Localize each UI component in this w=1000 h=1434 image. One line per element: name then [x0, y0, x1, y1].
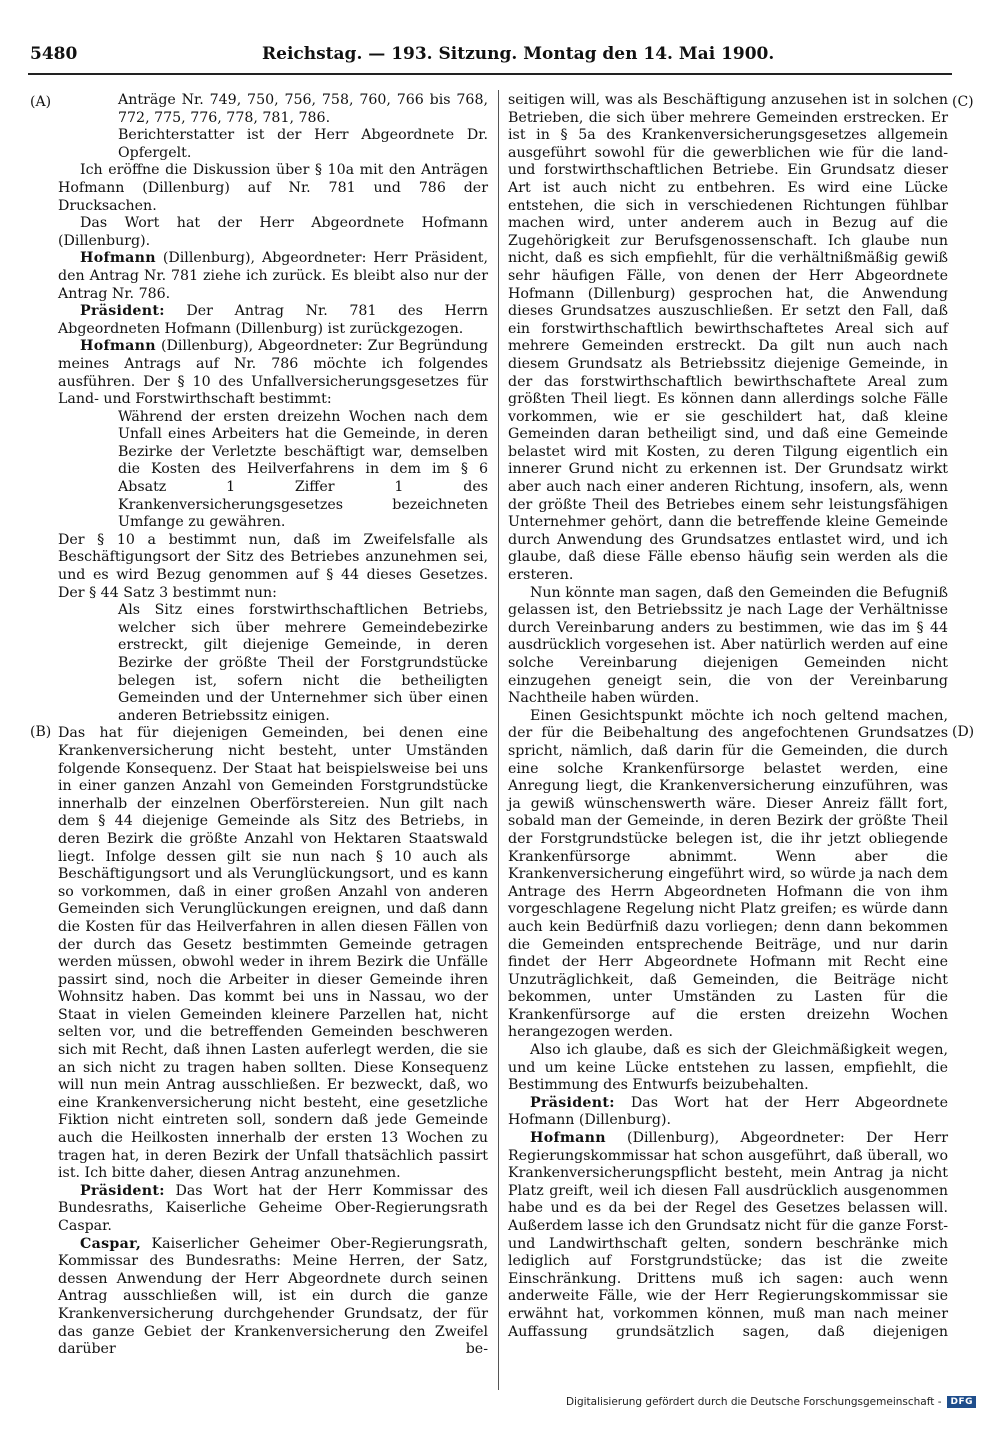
speaker-name: Hofmann: [530, 1130, 606, 1147]
agenda-line: Anträge Nr. 749, 750, 756, 758, 760, 766 bis 768, 772, 775, 776, 778, 781, 786.: [118, 92, 488, 126]
speech-text: (Dillenburg), Abgeordneter: Herr Präsident, den Antrag Nr. 781 ziehe ich zurück. Es bleibt also nur der Antrag Nr. 786.: [58, 250, 488, 302]
digitization-footer: [566, 1396, 976, 1408]
speech-paragraph: [58, 250, 488, 303]
speaker-name: Präsident:: [530, 1094, 615, 1111]
speech-text: (Dillenburg), Abgeordneter: Der Herr Regierungskommissar hat schon ausgeführt, daß überall, wo Krankenversicherungspflicht besteht, mein Antrag ja nicht Platz greift, weil ich diesen Fall ausdrücklich ausgenommen habe und es da bei der Regel des Gesetzes belassen will. Außerdem lasse ich den Grundsatz nicht für die ganze Forst- und Landwirthschaft gelten, sondern beschränke mich lediglich auf Forstgrundstücke; das ist die zweite Einschränkung. Drittens muß ich sagen: auch wenn anderweite Fälle, wie der Herr Regierungskommissar sie erwähnt hat, vorkommen können, muß man nach meiner Auffassung grundsätzlich sagen, daß diejenigen: [508, 1130, 948, 1340]
paragraph: Einen Gesichtspunkt möchte ich noch geltend machen, der für die Beibehaltung des angefochtenen Grundsatzes spricht, nämlich, daß darin für die Gemeinden, die durch eine solche Krankenfürsorge belastet werden, eine Anregung liegt, die Krankenversicherung einzuführen, was ja gewiß wünschenswerth wäre. Dieser Anreiz fällt fort, sobald man der Gemeinde, in deren Bezirk der größte Theil der Forstgrundstücke belegen ist, die ihr jetzt obliegende Krankenfürsorge abnimmt. Wenn aber die Krankenversicherung eingeführt wird, so würde ja nach dem Antrage des Herrn Abgeordneten Hofmann die von ihm vorgeschlagene Regelung nicht Platz greifen; es würde dann auch kein Bedürfniß dazu vorliegen; denn dann bekommen die Gemeinden entsprechende Beiträge, und nur darin findet der Herr Abgeordnete Hofmann mit Recht eine Unzuträglichkeit, daß Gemeinden, die Beiträge nicht bekommen, unter Umständen zu Lasten für die Krankenfürsorge auf die ersten dreizehn Wochen herangezogen werden.: [508, 707, 948, 1041]
margin-marker-a: (A): [30, 94, 52, 110]
paragraph: seitigen will, was als Beschäftigung anzusehen ist in solchen Betrieben, die sich über mehrere Gemeinden erstrecken. Er ist in § 5a des Krankenversicherungsgesetzes allgemein ausgeführt sowohl für die gewerblichen wie für die land- und forstwirthschaftlichen Betriebe. Ein Grundsatz dieser Art ist auch nicht zu entbehren. Es wird eine Lücke entstehen, die sich in verschiedenen Richtungen fühlbar machen wird, unter anderem auch in Bezug auf die Zugehörigkeit zur Berufsgenossenschaft. Ich glaube nun nicht, daß es sich empfiehlt, für die verhältnißmäßig gewiß sehr häufigen Fälle, von denen der Herr Abgeordnete Hofmann (Dillenburg) gesprochen hat, die Anwendung dieses Grundsatzes auszuschließen. Er setzt den Fall, daß ein forstwirthschaftlich bewirthschaftetes Areal sich auf mehrere Gemeinden erstreckt. Da gilt nun auch nach diesem Grundsatz als Betriebssitz diejenige Gemeinde, in der das forstwirthschaftlich bewirthschaftete Areal zum größten Theil liegt. Es können dann allerdings solche Fälle vorkommen, wie er sie geschildert hat, daß kleine Gemeinden daran betheiligt sind, und daß eine Gemeinde belastet wird mit Kosten, zu deren Tilgung eigentlich ein innerer Grund nicht zu erkennen ist. Der Grundsatz wirkt aber auch nach einer anderen Richtung, insofern, als, wenn der größte Theil des Betriebes einem sehr leistungsfähigen Unternehmer gehört, dann die betreffende kleine Gemeinde durch Anwendung des Grundsatzes entlastet wird, und ich glaube, daß diese Fälle ebenso häufig sein werden als die ersteren.: [508, 92, 948, 584]
speaker-name: Präsident:: [80, 1182, 165, 1199]
speech-paragraph: [58, 303, 488, 338]
column-divider: [498, 90, 499, 1390]
rapporteur-line: Berichterstatter ist der Herr Abgeordnete Dr. Opfergelt.: [118, 127, 488, 161]
speaker-name: Hofmann: [80, 338, 156, 355]
speech-paragraph: [508, 1095, 948, 1130]
footer-text: Digitalisierung gefördert durch die Deutsche Forschungsgemeinschaft -: [565, 1396, 942, 1408]
header-rule: [28, 73, 952, 75]
paragraph: Das Wort hat der Herr Abgeordnete Hofmann (Dillenburg).: [58, 215, 488, 249]
law-quote: Als Sitz eines forstwirthschaftlichen Betriebs, welcher sich über mehrere Gemeindebezirke erstreckt, gilt diejenige Gemeinde, in deren Bezirke der größte Theil der Forstgrundstücke belegen ist, sofern nicht die betheiligten Gemeinden und der Unternehmer sich über einen anderen Betriebssitz einigen.: [118, 602, 488, 724]
speech-paragraph: [58, 338, 488, 408]
speech-text: Das Wort hat der Herr Kommissar des Bundesraths, Kaiserliche Geheime Ober-Regierungsrath Caspar.: [58, 1182, 488, 1234]
paragraph: Der § 10 a bestimmt nun, daß im Zweifelsfalle als Beschäftigungsort der Sitz des Betriebes anzunehmen sei, und es wird Bezug genommen auf § 44 dieses Gesetzes. Der § 44 Satz 3 bestimmt nun:: [58, 531, 488, 601]
paragraph: Ich eröffne die Diskussion über § 10a mit den Anträgen Hofmann (Dillenburg) auf Nr. 781 und 786 der Drucksachen.: [58, 162, 488, 214]
paragraph: Nun könnte man sagen, daß den Gemeinden die Befugniß gelassen ist, den Betriebssitz je nach Lage der Verhältnisse durch Vereinbarung anders zu bestimmen, wie das im § 44 ausdrücklich vorgesehen ist. Aber natürlich werden auf eine solche Vereinbarung diejenigen Gemeinden nicht einzugehen geneigt sein, die von der Vereinbarung Nachtheile haben würden.: [508, 584, 948, 707]
law-quote: Während der ersten dreizehn Wochen nach dem Unfall eines Arbeiters hat die Gemeinde, in deren Bezirke der Verletzte beschäftigt war, demselben die Kosten des Heilverfahrens in dem im § 6 Absatz 1 Ziffer 1 des Krankenversicherungsgesetzes bezeichneten Umfange zu gewähren.: [118, 408, 488, 531]
speech-paragraph: [58, 1183, 488, 1236]
speech-text: Kaiserlicher Geheimer Ober-Regierungsrath, Kommissar des Bundesraths: Meine Herren, der Satz, dessen Anwendung der Herr Abgeordnete durch seinen Antrag ausschließen will, ist ein durch die ganze Krankenversicherung durchgehender Grundsatz, der für das ganze Gebiet der Krankenversicherung den Zweifel darüber be-: [58, 1235, 488, 1358]
page-number: 5480: [30, 44, 78, 64]
paragraph: Das hat für diejenigen Gemeinden, bei denen eine Krankenversicherung nicht besteht, unter Umständen folgende Konsequenz. Der Staat hat beispielsweise bei uns in einer ganzen Anzahl von Gemeinden Forstgrundstücke innerhalb der einzelnen Oberförstereien. Nun gilt nach dem § 44 diejenige Gemeinde als Sitz des Betriebs, in deren Bezirk die größte Anzahl von Hektaren Staatswald liegt. Infolge dessen gilt sie nun nach § 10 auch als Beschäftigungsort und als Verunglückungsort, und es kann so vorkommen, daß in einer großen Anzahl von anderen Gemeinden sich Verunglückungen ereignen, und daß dann die Kosten für das Heilverfahren in allen diesen Fällen von der durch das Gesetz bestimmten Gemeinde getragen werden müssen, obwohl weder in ihrem Bezirk die Unfälle passirt sind, noch die Arbeiter in dieser Gemeinde ihren Wohnsitz haben. Das kommt bei uns in Nassau, wo der Staat in vielen Gemeinden kleinere Parzellen hat, nicht selten vor, und die betreffenden Gemeinden beschweren sich mit Recht, daß ihnen Lasten auferlegt werden, die sie an sich nicht zu tragen haben sollten. Diese Konsequenz will nun mein Antrag ausschließen. Er bezweckt, daß, wo eine Krankenversicherung nicht besteht, eine gesetzliche Fiktion nicht eintreten soll, sondern daß jede Gemeinde auch die Heilkosten innerhalb der ersten 13 Wochen zu tragen hat, in deren Bezirk der Unfall thatsächlich passirt ist. Ich bitte daher, diesen Antrag anzunehmen.: [58, 725, 488, 1182]
margin-marker-c: (C): [952, 94, 974, 110]
left-column: [58, 92, 488, 1359]
speaker-name: Hofmann: [80, 250, 156, 267]
speech-paragraph: [58, 1236, 488, 1359]
margin-marker-b: (B): [30, 724, 52, 740]
speech-text: (Dillenburg), Abgeordneter: Zur Begründung meines Antrags auf Nr. 786 möchte ich folgendes ausführen. Der § 10 des Unfallversicherungsgesetzes für Land- und Forstwirthschaft bestimmt:: [58, 338, 488, 408]
speech-text: Der Antrag Nr. 781 des Herrn Abgeordneten Hofmann (Dillenburg) ist zurückgezogen.: [58, 303, 488, 337]
speaker-name: Präsident:: [80, 303, 165, 320]
dfg-logo: DFG: [947, 1396, 976, 1408]
speaker-name: Caspar,: [80, 1235, 142, 1252]
paragraph: Also ich glaube, daß es sich der Gleichmäßigkeit wegen, und um keine Lücke entstehen zu lassen, empfiehlt, die Bestimmung des Entwurfs beizubehalten.: [508, 1042, 948, 1094]
right-column: [508, 92, 948, 1341]
speech-paragraph: [508, 1130, 948, 1341]
speech-text: Das Wort hat der Herr Abgeordnete Hofmann (Dillenburg).: [508, 1094, 948, 1129]
running-head: Reichstag. — 193. Sitzung. Montag den 14. Mai 1900.: [262, 44, 775, 64]
margin-marker-d: (D): [952, 724, 975, 740]
